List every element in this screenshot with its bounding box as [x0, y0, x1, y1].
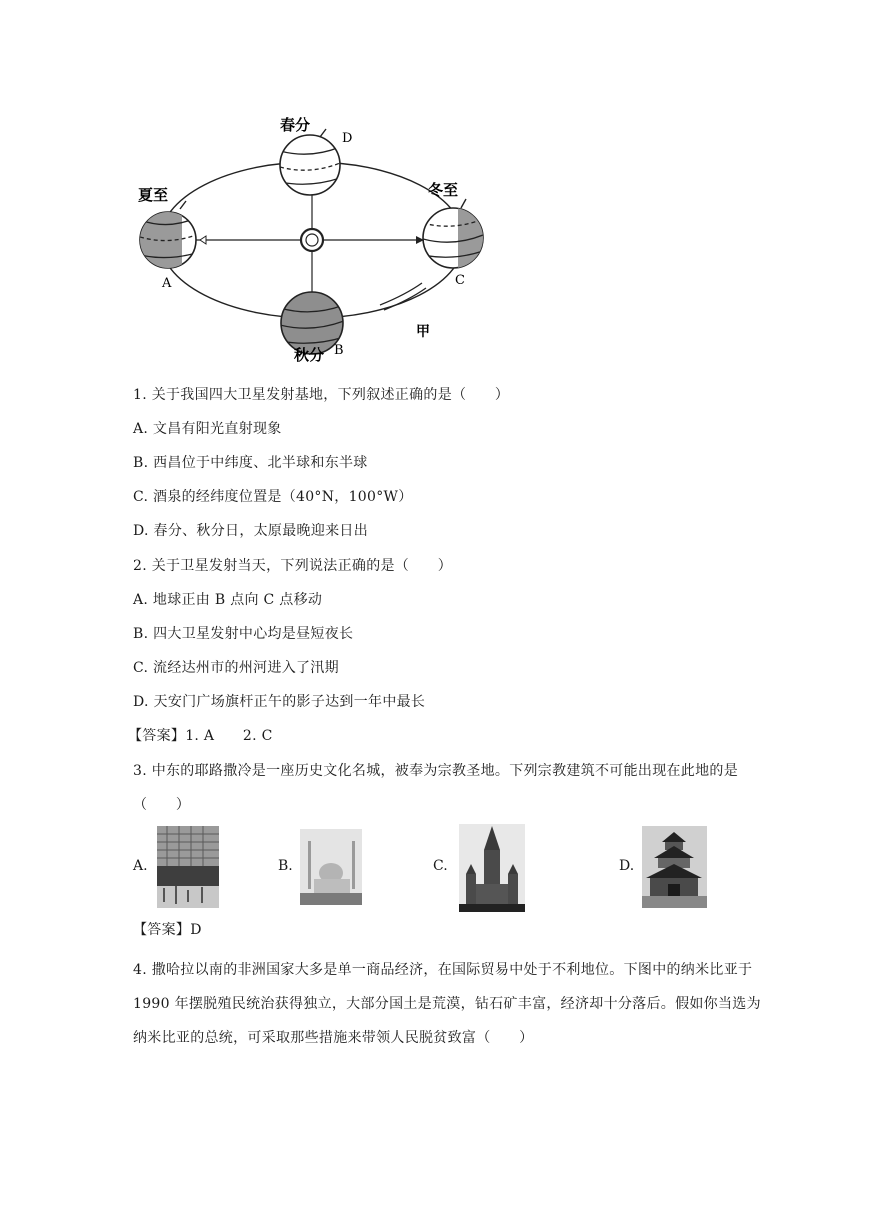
q4-stem: 4. 撒哈拉以南的非洲国家大多是单一商品经济，在国际贸易中处于不利地位。下图中的纳米比亚于 1990 年摆脱殖民统治获得独立，大部分国土是荒漠，钻石矿丰富，经济却十分落后。假如你当选为纳米比亚的总统，可采取那些措施来带领人民脱贫致富（ ） — [133, 962, 761, 1046]
q1-stem: 1. 关于我国四大卫星发射基地，下列叙述正确的是（ ） — [133, 387, 510, 403]
q3-label-a: A. — [133, 858, 148, 874]
q2-option-a: A. 地球正由 B 点向 C 点移动 — [133, 592, 323, 608]
q3-stem: 3. 中东的耶路撒冷是一座历史文化名城，被奉为宗教圣地。下列宗教建筑不可能出现在此地的是（ ） — [133, 763, 739, 813]
church-photo — [459, 824, 525, 912]
label-d: D — [342, 131, 353, 146]
temple-pagoda-photo — [642, 826, 707, 908]
q2-option-c: C. 流经达州市的州河进入了汛期 — [133, 660, 339, 676]
q3-label-c: C. — [433, 858, 448, 874]
earth-orbit-diagram — [130, 105, 490, 370]
label-autumn: 秋分 — [294, 346, 325, 364]
q2-option-d: D. 天安门广场旗杆正午的影子达到一年中最长 — [133, 694, 426, 710]
q1-option-b: B. 西昌位于中纬度、北半球和东半球 — [133, 455, 368, 471]
wailing-wall-photo — [157, 826, 219, 908]
answer-1-2: 【答案】1. A 2. C — [128, 728, 273, 744]
q1-option-c: C. 酒泉的经纬度位置是（40°N，100°W） — [133, 489, 413, 505]
label-b: B — [334, 343, 344, 358]
mosque-photo — [300, 829, 362, 905]
q2-stem: 2. 关于卫星发射当天，下列说法正确的是（ ） — [133, 558, 453, 574]
q2-option-b: B. 四大卫星发射中心均是昼短夜长 — [133, 626, 354, 642]
label-summer: 夏至 — [138, 186, 169, 204]
q1-option-a: A. 文昌有阳光直射现象 — [133, 421, 282, 437]
q3-label-d: D. — [619, 858, 635, 874]
label-c: C — [455, 273, 465, 288]
earth-d — [280, 129, 340, 195]
label-spring: 春分 — [280, 116, 311, 134]
earth-a — [138, 201, 196, 270]
q1-option-d: D. 春分、秋分日，太原最晚迎来日出 — [133, 523, 369, 539]
label-jia: 甲 — [416, 324, 430, 340]
label-a: A — [162, 276, 172, 291]
label-winter: 冬至 — [428, 181, 459, 199]
earth-c — [423, 199, 488, 275]
q3-label-b: B. — [278, 858, 293, 874]
answer-3: 【答案】D — [133, 922, 202, 938]
